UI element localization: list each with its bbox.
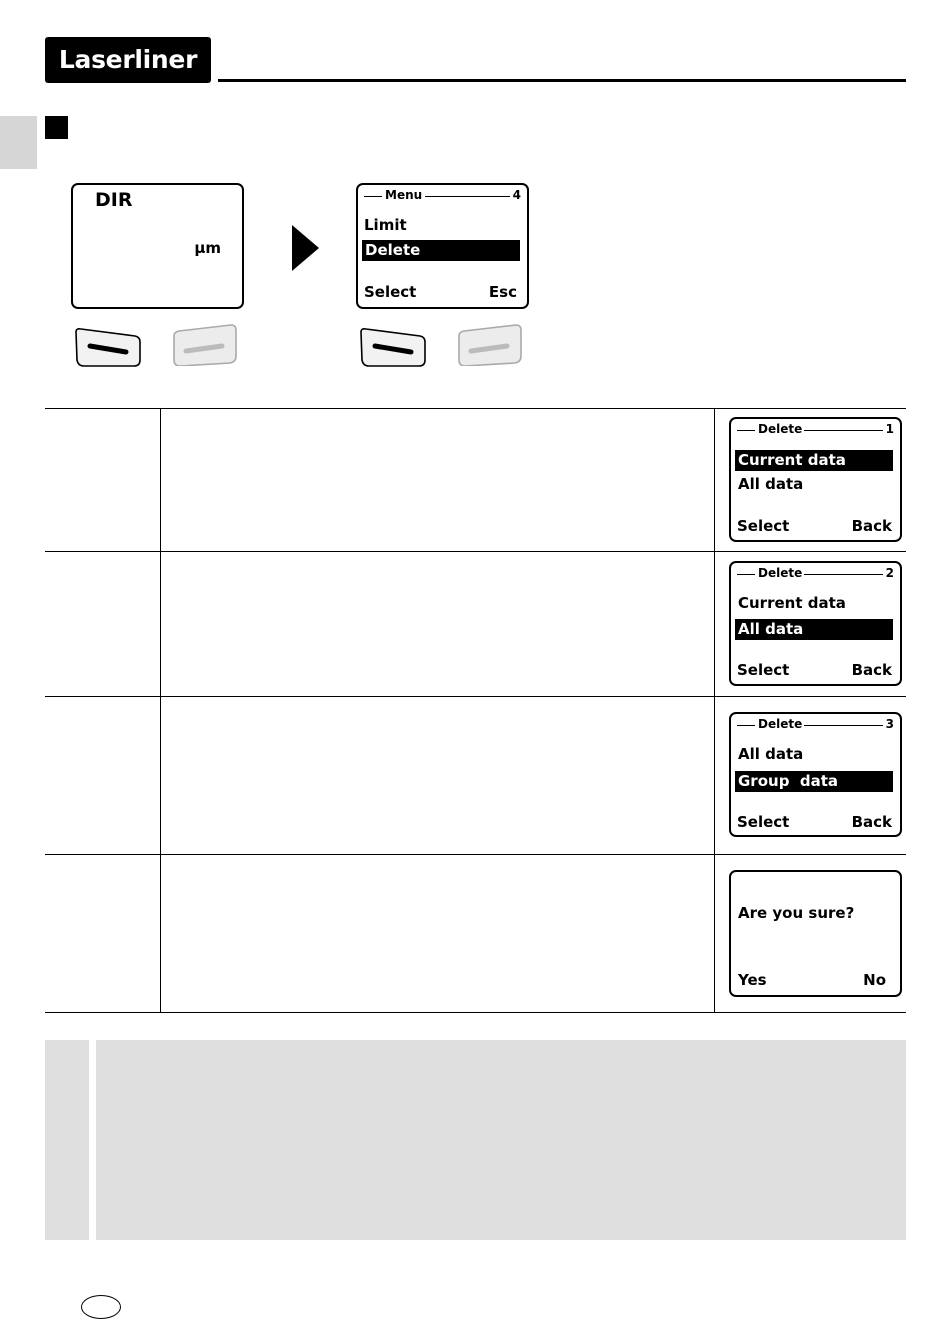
header-rule — [218, 79, 906, 82]
section-marker-square — [45, 116, 68, 139]
step-header-line-right — [804, 430, 883, 431]
step-item-all-data[interactable]: All data — [738, 745, 804, 763]
step-header-index: 2 — [885, 566, 894, 580]
table-rule — [45, 696, 906, 697]
softkey-label-back: Back — [851, 813, 892, 831]
step-1-display — [729, 417, 902, 542]
step-header-label: Delete — [758, 566, 803, 580]
softkey-label-back: Back — [851, 661, 892, 679]
softkey-label-esc: Esc — [488, 283, 517, 301]
menu-header-index: 4 — [512, 188, 521, 202]
step-header-label: Delete — [758, 717, 803, 731]
laserliner-logo: Laserliner — [45, 37, 211, 83]
softkey-label-yes: Yes — [738, 971, 767, 989]
menu-header-line-right — [425, 196, 510, 197]
next-arrow-icon — [292, 225, 319, 271]
step-header-index: 1 — [885, 422, 894, 436]
softkey-left-active-icon[interactable] — [72, 326, 142, 368]
step-header-line-left — [737, 725, 755, 726]
softkey-label-select: Select — [737, 813, 790, 831]
confirm-question: Are you sure? — [738, 904, 855, 922]
step-header-label: Delete — [758, 422, 803, 436]
step-header-line-left — [737, 430, 755, 431]
table-rule — [45, 408, 906, 409]
display-unit: µm — [194, 239, 221, 257]
step-item-all-data[interactable]: All data — [738, 475, 804, 493]
menu-item-limit[interactable]: Limit — [364, 216, 407, 234]
device-display-measure — [71, 183, 244, 309]
step-item-all-data-selected[interactable]: All data — [735, 619, 893, 640]
note-divider — [89, 1040, 96, 1240]
note-box — [45, 1040, 906, 1240]
step-2-display — [729, 561, 902, 686]
step-item-group-data-selected[interactable]: Group data — [735, 771, 893, 792]
step-header-line-right — [804, 725, 883, 726]
step-3-display — [729, 712, 902, 837]
softkey-label-select: Select — [364, 283, 417, 301]
step-4-confirm-display — [729, 870, 902, 997]
step-item-current-data[interactable]: Current data — [738, 594, 846, 612]
softkey-right-inactive-icon[interactable] — [168, 324, 238, 366]
display-title: DIR — [95, 189, 133, 211]
device-display-menu — [356, 183, 529, 309]
step-header-line-right — [804, 574, 883, 575]
step-header-index: 3 — [885, 717, 894, 731]
softkey-right-inactive-icon[interactable] — [453, 324, 523, 366]
softkey-label-select: Select — [737, 517, 790, 535]
side-language-tab — [0, 116, 37, 169]
softkey-label-back: Back — [851, 517, 892, 535]
step-header-line-left — [737, 574, 755, 575]
softkey-label-no: No — [863, 971, 886, 989]
table-column-divider — [160, 408, 161, 1013]
softkey-left-active-icon[interactable] — [357, 326, 427, 368]
table-rule — [45, 854, 906, 855]
language-badge-oval — [81, 1295, 121, 1319]
menu-item-delete-selected[interactable]: Delete — [362, 240, 520, 261]
menu-header-line-left — [364, 196, 382, 197]
table-rule — [45, 1012, 906, 1013]
table-column-divider — [714, 408, 715, 1013]
step-item-current-data-selected[interactable]: Current data — [735, 450, 893, 471]
softkey-label-select: Select — [737, 661, 790, 679]
menu-header-label: Menu — [385, 188, 423, 202]
table-rule — [45, 551, 906, 552]
